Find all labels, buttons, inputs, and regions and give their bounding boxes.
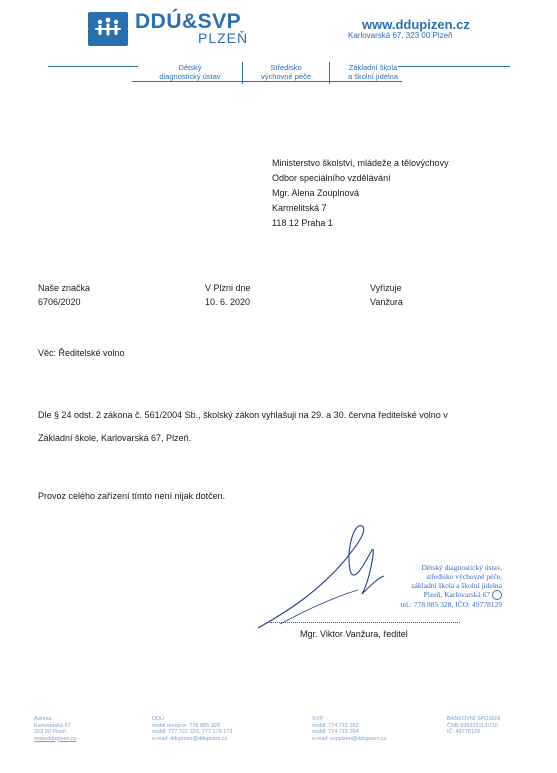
logo-city: PLZEŇ <box>198 30 249 46</box>
footer-text: mobil recepce: 778 885 328 <box>152 722 220 729</box>
stamp-city: Plzeň, Karlovarská 67 <box>423 590 491 599</box>
footer-text: ČNB 99932311/0710 <box>447 722 498 729</box>
body-line: Základní škole, Karlovarská 67, Plzeň. <box>38 433 192 443</box>
footer-ddu <box>152 716 232 742</box>
header-divider-1 <box>242 62 243 84</box>
body-paragraph <box>38 404 518 450</box>
section-ddu-line2: diagnostický ústav <box>159 72 221 81</box>
header-rule-right <box>398 66 510 67</box>
section-svp <box>246 63 326 81</box>
recipient-line: 118 12 Praha 1 <box>272 218 333 228</box>
footer-address <box>34 716 77 742</box>
recipient-line: Odbor speciálního vzdělávání <box>272 173 391 183</box>
footer-svp <box>312 716 387 742</box>
footer-text: mobil: 777 722 329, 777 179 173 <box>152 729 233 735</box>
section-ddu-line1: Dětský <box>178 63 202 72</box>
section-zs-line1: Základní škola <box>348 63 398 72</box>
subject-line: Věc: Ředitelské volno <box>38 348 125 358</box>
footer-bank <box>447 716 501 736</box>
footer-website-link[interactable]: www.ddupizen.cz <box>34 735 77 742</box>
footer-text: SVP <box>312 716 324 722</box>
recipient-address <box>272 156 449 231</box>
body-line: Dle § 24 odst. 2 zákona č. 561/2004 Sb., školský zákon vyhlašuji na 29. a 30. června ředitelské volno v <box>38 410 448 420</box>
signature-line <box>270 622 460 623</box>
header-divider-2 <box>329 62 330 84</box>
section-zs-line2: a školní jídelna <box>347 72 399 81</box>
handler-block <box>370 281 403 309</box>
footer-text: DDÚ <box>152 716 164 722</box>
footer-text: IČ: 49778129 <box>447 729 481 735</box>
stamp-emblem-icon <box>492 590 502 600</box>
section-zs <box>333 63 413 81</box>
reference-value: 6706/2020 <box>38 297 81 307</box>
header-rule-bottom <box>132 81 402 82</box>
stamp-line: základní škola a školní jídelna <box>411 581 502 590</box>
header-rule-left <box>48 66 138 67</box>
recipient-line: Mgr. Alena Zouplnová <box>272 188 360 198</box>
footer-text: Adresa <box>34 716 52 722</box>
handler-label: Vyřizuje <box>370 283 402 293</box>
official-stamp <box>370 563 502 609</box>
recipient-line: Ministerstvo školství, mládeže a tělovýchovy <box>272 158 449 168</box>
stamp-line: tel.: 778 885 328, IČO: 49778129 <box>400 600 502 610</box>
signatory-name: Mgr. Viktor Vanžura, ředitel <box>300 629 408 639</box>
reference-label: Naše značka <box>38 283 91 293</box>
recipient-line: Karmelitská 7 <box>272 203 327 213</box>
stamp-line <box>370 590 502 600</box>
handler-value: Vanžura <box>370 297 403 307</box>
footer-text: Karlovarská 67 <box>34 722 71 729</box>
stamp-line: Dětský diagnostický ústav, <box>421 563 502 572</box>
footer-text: 323 00 Plzeň <box>34 729 67 735</box>
footer-text: BANKOVNÍ SPOJENÍ <box>447 716 501 722</box>
website-link[interactable]: www.ddupizen.cz <box>362 17 470 32</box>
logo-title: DDÚ&SVP <box>135 10 242 33</box>
footer-email-link[interactable]: e-mail: svpplzen@ddupizen.cz <box>312 735 387 742</box>
header-address: Karlovarská 67, 323 00 Plzeň <box>348 31 453 40</box>
footer-email-link[interactable]: e-mail: ddupizen@ddupizen.cz <box>152 735 228 742</box>
date-block <box>205 281 251 309</box>
footer-text: mobil: 774 715 264 <box>312 729 359 735</box>
section-svp-line2: výchovné péče <box>260 72 312 81</box>
reference-block <box>38 281 90 309</box>
signature-scribble <box>250 520 390 632</box>
footer-text: mobil: 774 715 262 <box>312 722 359 729</box>
body-paragraph-2: Provoz celého zařízení tímto není nijak dotčen. <box>38 491 226 501</box>
date-value: 10. 6. 2020 <box>205 297 251 307</box>
date-label: V Plzni dne <box>205 283 251 293</box>
logo-icon <box>88 12 128 46</box>
stamp-line: středisko výchovné péče, <box>426 572 502 581</box>
section-svp-line1: Středisko <box>270 63 302 72</box>
section-ddu <box>140 63 240 81</box>
